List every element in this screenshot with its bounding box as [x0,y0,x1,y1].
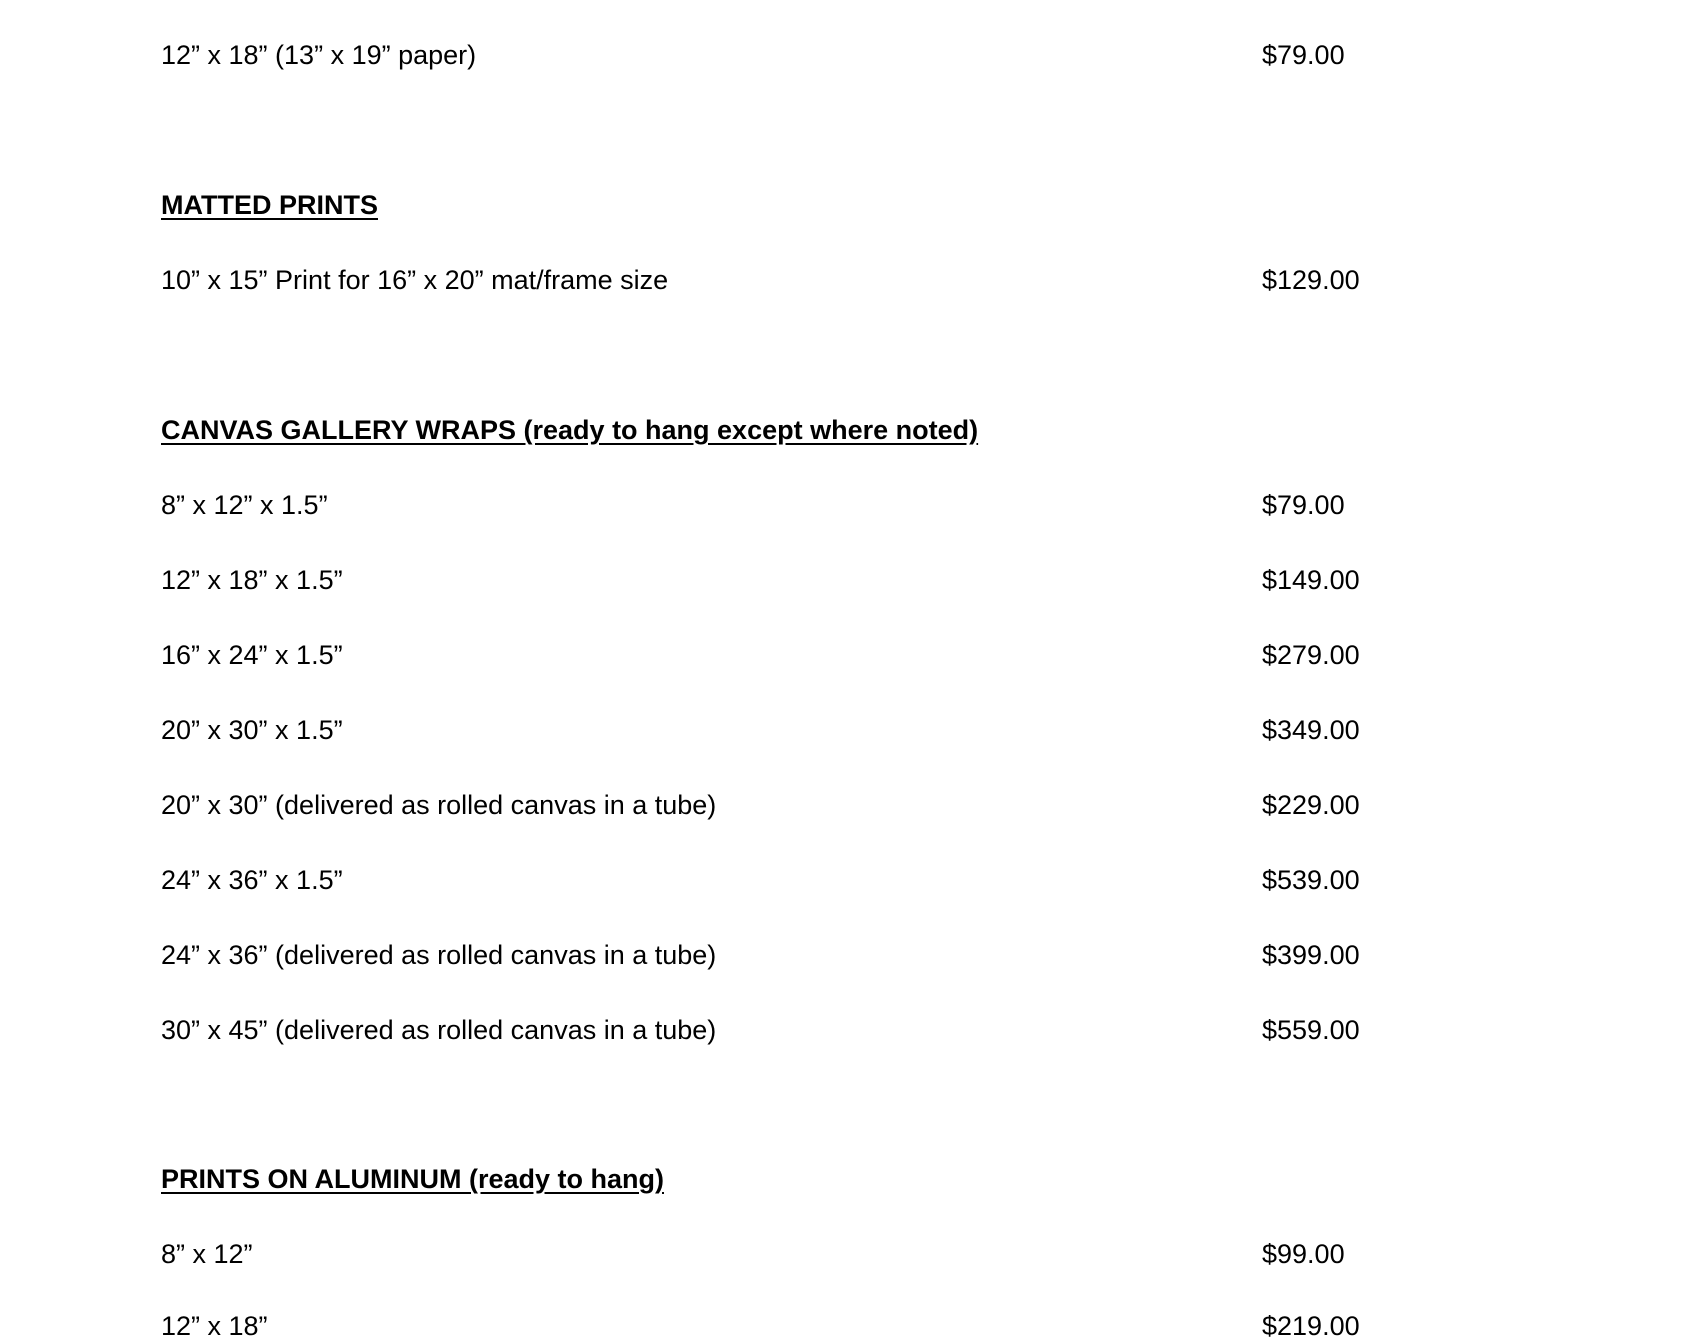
item-label: 20” x 30” x 1.5” [161,715,343,745]
item-label: 20” x 30” (delivered as rolled canvas in a tube) [161,790,717,820]
item-price: $559.00 [1262,1015,1360,1045]
item-price: $129.00 [1262,265,1360,295]
item-label: 16” x 24” x 1.5” [161,640,343,670]
section-heading-matted-prints: MATTED PRINTS [161,190,378,220]
item-label: 24” x 36” x 1.5” [161,865,343,895]
item-label: 12” x 18” x 1.5” [161,565,343,595]
item-label: 24” x 36” (delivered as rolled canvas in a tube) [161,940,717,970]
item-price: $79.00 [1262,40,1345,70]
item-label: 12” x 18” [161,1311,268,1341]
item-price: $399.00 [1262,940,1360,970]
item-price: $219.00 [1262,1311,1360,1341]
item-price: $279.00 [1262,640,1360,670]
section-heading-canvas-gallery-wraps: CANVAS GALLERY WRAPS (ready to hang except where noted) [161,415,979,445]
item-label: 10” x 15” Print for 16” x 20” mat/frame size [161,265,669,295]
item-price: $149.00 [1262,565,1360,595]
item-label: 12” x 18” (13” x 19” paper) [161,40,477,70]
section-heading-prints-on-aluminum: PRINTS ON ALUMINUM (ready to hang) [161,1164,664,1194]
item-price: $79.00 [1262,490,1345,520]
item-price: $349.00 [1262,715,1360,745]
item-label: 8” x 12” [161,1239,253,1269]
item-label: 30” x 45” (delivered as rolled canvas in a tube) [161,1015,717,1045]
item-price: $539.00 [1262,865,1360,895]
item-label: 8” x 12” x 1.5” [161,490,328,520]
item-price: $229.00 [1262,790,1360,820]
item-price: $99.00 [1262,1239,1345,1269]
